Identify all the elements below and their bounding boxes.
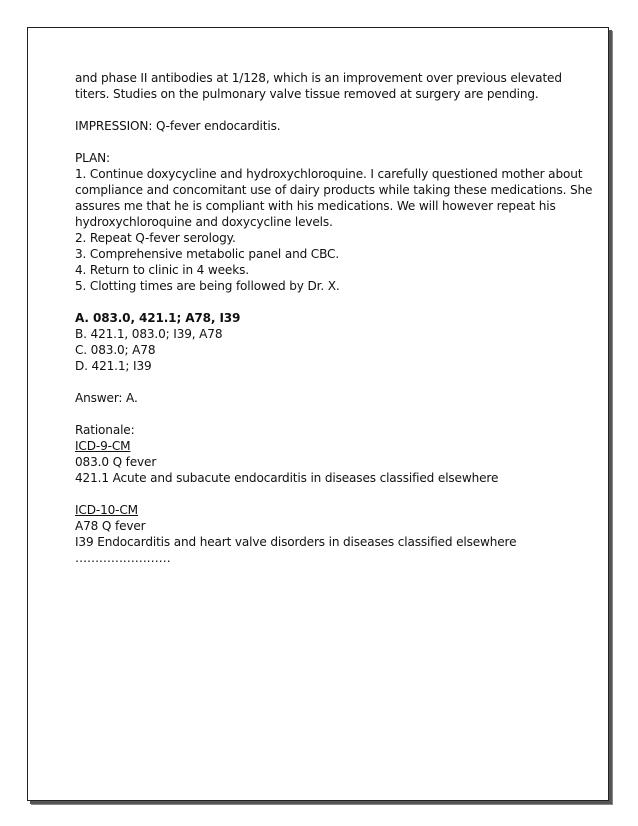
- plan-line: assures me that he is compliant with his medications. We will however repeat his: [75, 199, 556, 213]
- icd10-code-line: I39 Endocarditis and heart valve disorders in diseases classified elsewhere: [75, 535, 517, 549]
- icd9-code-line: 421.1 Acute and subacute endocarditis in diseases classified elsewhere: [75, 471, 499, 485]
- option-c: C. 083.0; A78: [75, 343, 156, 357]
- plan-line: 5. Clotting times are being followed by Dr. X.: [75, 279, 340, 293]
- plan-line: hydroxychloroquine and doxycycline levels.: [75, 215, 333, 229]
- rationale-heading: Rationale:: [75, 423, 135, 437]
- icd9-heading: ICD-9-CM: [75, 439, 131, 453]
- plan-line: compliance and concomitant use of dairy products while taking these medications. She: [75, 183, 593, 197]
- option-d: D. 421.1; I39: [75, 359, 152, 373]
- answer-text: Answer: A.: [75, 391, 138, 405]
- option-a-correct: A. 083.0, 421.1; A78, I39: [75, 311, 241, 325]
- intro-line-1: and phase II antibodies at 1/128, which is an improvement over previous elevated: [75, 71, 562, 85]
- document-body: [75, 70, 593, 566]
- plan-heading: PLAN:: [75, 151, 110, 165]
- plan-line: 3. Comprehensive metabolic panel and CBC.: [75, 247, 340, 261]
- plan-line: 4. Return to clinic in 4 weeks.: [75, 263, 249, 277]
- plan-line: 2. Repeat Q-fever serology.: [75, 231, 236, 245]
- icd10-code-line: A78 Q fever: [75, 519, 146, 533]
- ellipsis-line: ……………………: [75, 551, 171, 565]
- plan-line: 1. Continue doxycycline and hydroxychloroquine. I carefully questioned mother about: [75, 167, 583, 181]
- icd10-heading: ICD-10-CM: [75, 503, 138, 517]
- intro-line-2: titers. Studies on the pulmonary valve tissue removed at surgery are pending.: [75, 87, 539, 101]
- option-b: B. 421.1, 083.0; I39, A78: [75, 327, 223, 341]
- impression-text: IMPRESSION: Q-fever endocarditis.: [75, 119, 281, 133]
- icd9-code-line: 083.0 Q fever: [75, 455, 157, 469]
